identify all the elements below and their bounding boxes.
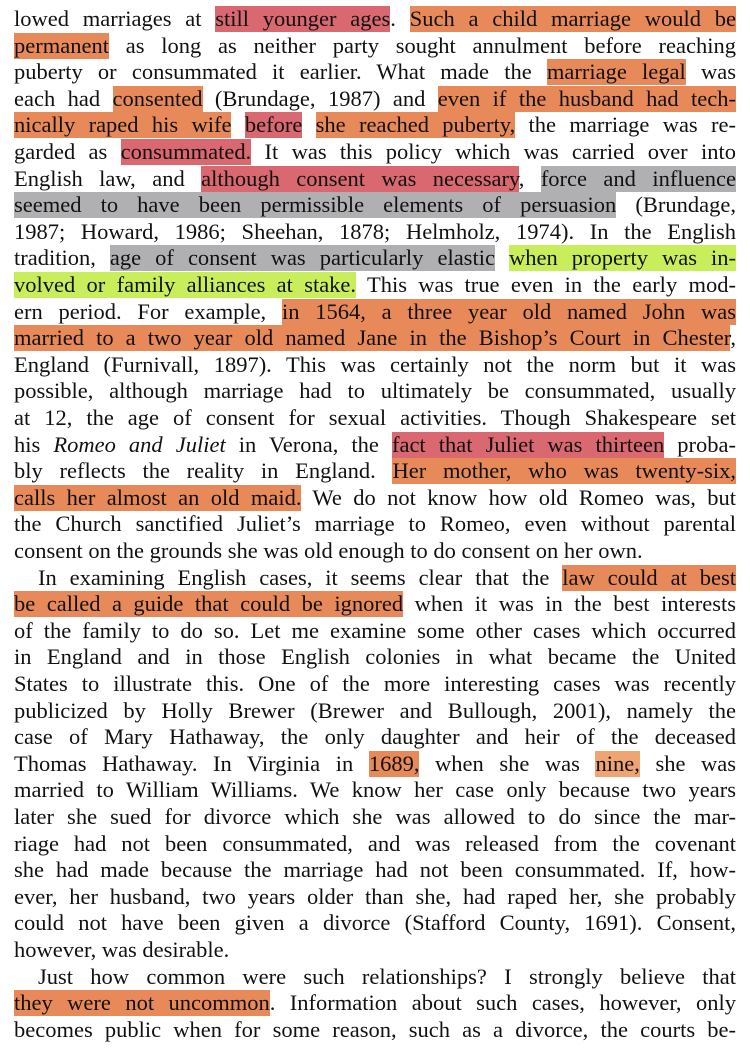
text-run: could not have been given a divorce (Stafford County, 1691). Consent, [14, 910, 736, 936]
text-run: , [730, 325, 736, 351]
text-run: the marriage was re- [515, 112, 737, 138]
text-run: consent on the grounds she was old enough to do consent on her own. [14, 538, 643, 563]
highlight-red: before [244, 112, 303, 138]
text-run: Just how common were such relationships? I strongly believe that [38, 963, 736, 989]
text-line [14, 192, 736, 218]
highlight-orange: law could at best [562, 564, 736, 590]
text-run: she was [639, 750, 736, 776]
text-line [14, 857, 736, 883]
highlight-orange: consented [112, 85, 203, 111]
text-line [14, 698, 736, 724]
text-line [14, 538, 736, 564]
text-line [14, 937, 736, 963]
highlight-red: fact that Juliet was thirteen [391, 431, 665, 457]
text-run: We do not know how old Romeo was, but [301, 484, 736, 510]
highlight-orange: Her mother, who was twenty-six, [392, 458, 736, 484]
text-run: at 12, the age of consent for sexual activities. Though Shakespeare set [14, 405, 736, 430]
highlight-red: consummated. [120, 139, 252, 164]
text-line [14, 724, 736, 750]
text-line [14, 804, 736, 830]
text-run: the Church sanctified Juliet’s marriage to Romeo, even without parental [14, 511, 736, 537]
text-run: case of Mary Hathaway, the only daughter and heir of the deceased [14, 724, 736, 750]
text-line [14, 591, 736, 617]
text-run [231, 112, 244, 137]
text-run: each had [14, 85, 113, 111]
text-run: . Information about such cases, however, only [269, 990, 736, 1016]
text-line [14, 432, 736, 458]
text-run: of the family to do so. Let me examine some other cases which occurred [14, 617, 736, 643]
highlight-orange: Such a child marriage would be [409, 6, 736, 31]
highlight-orange: she reached puberty, [315, 112, 516, 138]
text-run: when it was in the best interests [403, 591, 736, 617]
text-run: publicized by Holly Brewer (Brewer and Bullough, 2001), namely the [14, 697, 736, 723]
text-line [38, 565, 736, 591]
text-line [14, 325, 736, 351]
text-line [14, 272, 736, 298]
text-run: riage had not been consummated, and was released from the covenant [14, 830, 736, 856]
text-run: his [14, 431, 54, 457]
text-line [14, 831, 736, 857]
text-line [14, 644, 736, 670]
text-line [14, 245, 736, 271]
highlight-orange: in 1564, a three year old named John was [281, 298, 736, 324]
highlight-red: although consent was necessary [201, 165, 519, 191]
text-run: as long as neither party sought annulment before reaching [108, 32, 736, 58]
highlight-gray: force and influence [540, 165, 737, 191]
text-line [38, 964, 736, 990]
highlight-orange: even if the husband had tech- [437, 85, 737, 111]
text-run: 1987; Howard, 1986; Sheehan, 1878; Helmholz, 1974). In the English [14, 218, 736, 244]
text-line [14, 6, 736, 32]
highlight-red: still younger ages [215, 6, 391, 31]
text-run: becomes public when for some reason, such as a divorce, the courts be- [14, 1016, 736, 1042]
text-line [14, 219, 736, 245]
highlight-orange: 1689, [368, 750, 420, 776]
text-line [14, 59, 736, 85]
highlight-orange: nically raped his wife [14, 112, 232, 138]
text-run: In examining English cases, it seems clear that the [38, 564, 563, 590]
italic-title: Romeo and Juliet [53, 431, 226, 457]
highlight-peach: nine, [595, 750, 640, 776]
text-line [14, 990, 736, 1016]
text-line [14, 671, 736, 697]
highlight-orange: married to a two year old named Jane in the Bishop’s Court in Chester [14, 325, 731, 351]
text-run: in England and in those English colonies in what became the United [14, 644, 736, 670]
text-run: garded as [14, 139, 121, 164]
text-run: lowed marriages at [14, 6, 216, 31]
highlight-gray: age of consent was particularly elastic [109, 245, 495, 271]
text-run: . [390, 6, 410, 31]
highlight-green: volved or family alliances at stake. [14, 272, 357, 297]
text-line [14, 352, 736, 378]
text-run: however, was desirable. [14, 937, 230, 962]
text-run: ever, her husband, two years older than she, had raped her, she probably [14, 883, 736, 909]
text-run: was [685, 59, 736, 85]
highlight-gray: seemed to have been permissible elements of persuasion [14, 192, 617, 218]
text-run: when she was [419, 750, 596, 776]
text-line [14, 618, 736, 644]
text-run: possible, although marriage had to ultimately be consummated, usually [14, 378, 736, 404]
text-run: tradition, [14, 245, 110, 271]
highlight-orange: be called a guide that could be ignored [14, 591, 404, 617]
text-run: States to illustrate this. One of the more interesting cases was recently [14, 671, 736, 696]
text-run: married to William Williams. We know her case only because two years [14, 777, 736, 803]
text-line [14, 299, 736, 325]
text-line [14, 405, 736, 431]
highlight-orange: they were not uncommon [14, 990, 270, 1016]
text-line [14, 485, 736, 511]
text-line [14, 884, 736, 910]
text-run: England (Furnivall, 1897). This was certainly not the norm but it was [14, 351, 736, 377]
text-line [14, 166, 736, 192]
text-line [14, 33, 736, 59]
text-run: , [518, 165, 541, 191]
text-run: It was this policy which was carried over into [251, 139, 736, 164]
highlight-orange: permanent [14, 32, 109, 58]
text-run [495, 245, 509, 270]
text-line [14, 458, 736, 484]
text-run: in Verona, the [225, 431, 392, 457]
highlight-orange: marriage legal [546, 59, 686, 85]
text-run [302, 112, 315, 137]
text-line [14, 1017, 736, 1043]
text-run: later she sued for divorce which she was allowed to do since the mar- [14, 804, 736, 829]
text-line [14, 139, 736, 165]
text-run: proba- [664, 431, 737, 457]
text-line [14, 777, 736, 803]
highlight-orange: calls her almost an old maid. [14, 484, 302, 510]
text-line [14, 511, 736, 537]
text-run: bly reflects the reality in England. [14, 458, 393, 484]
text-run: English law, and [14, 165, 202, 191]
text-run: puberty or consummated it earlier. What made the [14, 59, 547, 85]
text-line [14, 910, 736, 936]
text-run: This was true even in the early mod- [356, 272, 736, 297]
text-run: she had made because the marriage had not been consummated. If, how- [14, 857, 736, 883]
highlight-green: when property was in- [508, 245, 737, 271]
text-run: Thomas Hathaway. In Virginia in [14, 750, 369, 776]
text-line [14, 378, 736, 404]
text-line [14, 751, 736, 777]
text-run: ern period. For example, [14, 298, 282, 324]
text-run: (Brundage, 1987) and [202, 85, 438, 111]
text-line [14, 86, 736, 112]
text-line [14, 112, 736, 138]
text-run: (Brundage, [616, 192, 737, 218]
